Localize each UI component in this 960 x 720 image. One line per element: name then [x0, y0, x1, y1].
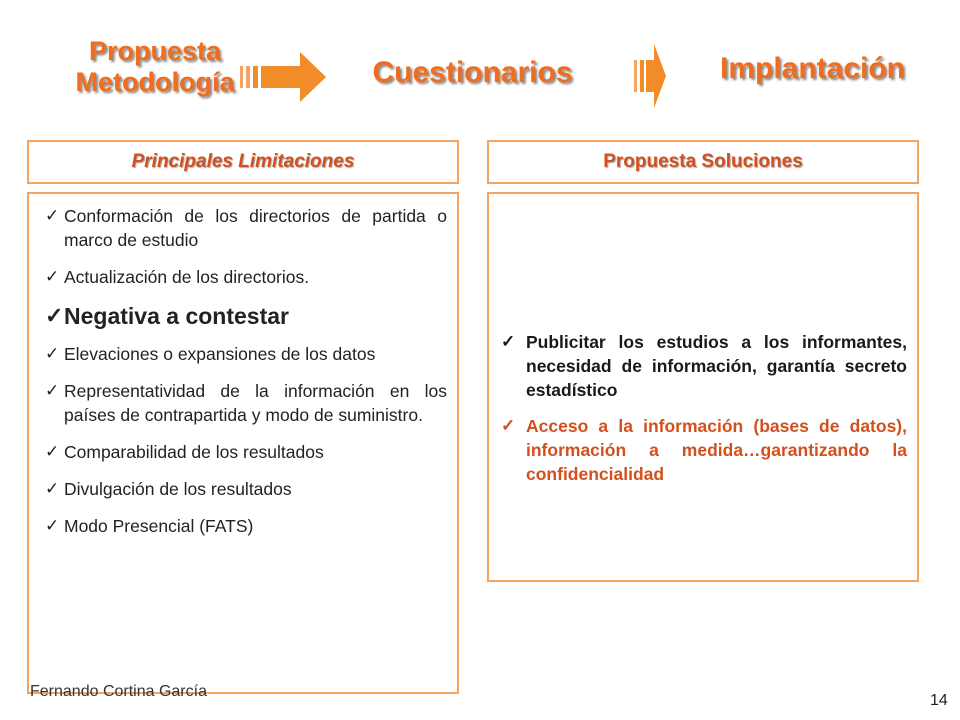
limitacion-item: ✓ Elevaciones o expansiones de los datos [45, 344, 376, 364]
soluciones-header [487, 140, 919, 184]
soluciones-list [501, 330, 907, 498]
checkmark-icon: ✓ [45, 516, 60, 535]
checkmark-icon: ✓ [45, 479, 60, 498]
limitaciones-title: Principales Limitaciones [131, 151, 355, 172]
limitaciones-list [45, 204, 447, 551]
flow-arrow-2-icon [632, 42, 668, 110]
checkmark-icon: ✓ [45, 381, 60, 400]
checkmark-icon: ✓ [45, 442, 60, 461]
step1-line2: Metodología [75, 67, 235, 98]
limitaciones-header [27, 140, 459, 184]
checkmark-icon: ✓ [501, 416, 516, 435]
step-cuestionarios: Cuestionarios [372, 56, 573, 89]
flow-arrow-1-icon [238, 48, 330, 106]
step-propuesta-metodologia [50, 36, 260, 98]
limitacion-item: ✓ Modo Presencial (FATS) [45, 516, 254, 536]
solucion-item: ✓ Publicitar los estudios a los informantes, necesidad de información, garantía secreto estadístico [501, 332, 907, 400]
checkmark-icon: ✓ [45, 267, 60, 286]
limitacion-item: ✓ Divulgación de los resultados [45, 479, 292, 499]
step-implantacion: Implantación [719, 52, 906, 85]
limitacion-item-highlight: ✓ Negativa a contestar [45, 303, 289, 329]
limitacion-item: ✓ Conformación de los directorios de partida o marco de estudio [45, 206, 447, 250]
checkmark-icon: ✓ [45, 206, 60, 225]
soluciones-title: Propuesta Soluciones [603, 151, 803, 172]
checkmark-icon: ✓ [45, 303, 64, 328]
limitacion-item: ✓ Actualización de los directorios. [45, 267, 310, 287]
limitacion-item: ✓ Comparabilidad de los resultados [45, 442, 324, 462]
soluciones-panel [487, 192, 919, 582]
limitaciones-panel [27, 192, 459, 694]
checkmark-icon: ✓ [501, 332, 516, 351]
limitacion-item: ✓ Representatividad de la información en los países de contrapartida y modo de suministro. [45, 381, 447, 425]
step1-line1: Propuesta [88, 36, 222, 66]
solucion-item: ✓ Acceso a la información (bases de datos), información a medida…garantizando la confidencialidad [501, 416, 907, 484]
footer-author: Fernando Cortina García [30, 683, 207, 700]
checkmark-icon: ✓ [45, 344, 60, 363]
page-number: 14 [930, 692, 948, 709]
